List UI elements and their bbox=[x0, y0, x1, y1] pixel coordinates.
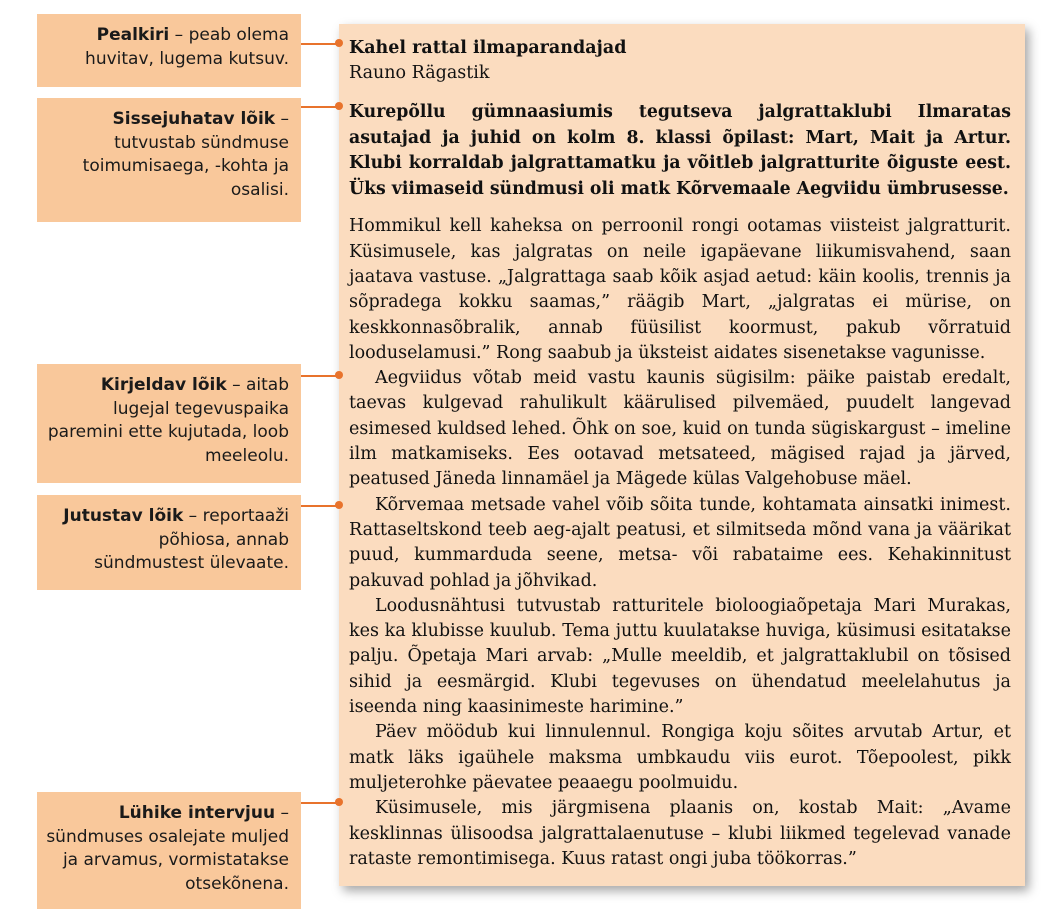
article-title: Kahel rattal ilmaparandajad bbox=[349, 38, 627, 58]
article-paragraph: Päev möödub kui linnulennul. Rongiga koju sõites arvutab Artur, et matk läks igaühele maksma umbkaudu viis eurot. Tõepoolest, pikk muljeterohke päevatee peaaegu poolmuidu. bbox=[349, 722, 1011, 793]
label-term: Lühike intervjuu bbox=[118, 803, 276, 823]
article-paragraph: Loodusnähtusi tutvustab ratturitele bioloogiaõpetaja Mari Murakas, kes ka klubisse kuulub. Tema juttu kuulatakse huviga, küsimusi esitatakse palju. Õpetaja Mari arvab: „Mulle meeldib, et jalgrattaklubil on tõsised sihid ja eesmärgid. Klubi tegevuses on ühendatud meelelahutus ja iseenda ning kaasinimeste harimine.” bbox=[349, 595, 1011, 718]
label-term: Kirjeldav lõik bbox=[100, 375, 227, 395]
label-desc: – reportaaži põhiosa, annab sündmustest ülevaate. bbox=[94, 506, 289, 573]
label-kirjeldav bbox=[37, 364, 301, 483]
label-desc: – peab olema huvitav, lugema kutsuv. bbox=[85, 25, 289, 69]
label-term: Pealkiri bbox=[96, 25, 170, 45]
article-panel bbox=[339, 24, 1025, 886]
connector-dot bbox=[335, 798, 343, 806]
label-term: Jutustav lõik bbox=[63, 506, 184, 526]
connector-line bbox=[301, 802, 339, 804]
connector-line bbox=[301, 505, 339, 507]
connector-line bbox=[301, 106, 339, 108]
label-sissejuhatav bbox=[37, 98, 301, 222]
label-jutustav bbox=[37, 495, 301, 590]
label-term: Sissejuhatav lõik bbox=[112, 109, 276, 129]
article-paragraph: Hommikul kell kaheksa on perroonil rongi ootamas viisteist jalgratturit. Küsimusele, kas jalgratas on neile igapäevane liikumisvahend, saan jaatava vastuse. „Jalgrattaga saab kõik asjad aetud: käin koolis, trennis ja sõpradega kokku saamas,” räägib Mart, „jalgratas ei mürise, on keskkonnasõbralik, annab füüsilist koormust, pakub võrratuid looduselamusi.” Rong saabub ja üksteist aidates sisenetakse vagunisse. bbox=[349, 216, 1011, 363]
label-desc: – aitab lugejal tegevuspaika paremini ette kujutada, loob meeleolu. bbox=[47, 375, 289, 466]
article-paragraph: Kõrvemaa metsade vahel võib sõita tunde, kohtamata ainsatki inimest. Rattaseltskond teeb aeg-ajalt peatusi, et silmitseda mõnd vana ja väärikat puud, kummarduda seene, metsa- või rabataime ees. Kehakinnitust pakuvad pohlad ja jõhvikad. bbox=[349, 494, 1011, 591]
label-desc: – tutvustab sündmuse toimumisaega, -kohta ja osalisi. bbox=[82, 109, 289, 200]
connector-dot bbox=[335, 102, 343, 110]
label-pealkiri bbox=[37, 14, 301, 87]
article-paragraph: Aegviidus võtab meid vastu kaunis sügisilm: päike paistab eredalt, taevas kulgevad rahulikult käärulised pilvemäed, puudelt langevad esimesed kuldsed lehed. Õhk on soe, kuid on tunda sügiskargust – imeline ilm matkamiseks. Ees ootavad metsateed, mägised rajad ja järved, peatused Jäneda linnamäel ja Mägede külas Valgehobuse mäel. bbox=[349, 368, 1011, 490]
label-desc: – sündmuses osalejate muljed ja arvamus, vormistatakse otsekõnena. bbox=[46, 803, 289, 894]
label-intervjuu bbox=[37, 792, 301, 909]
connector-dot bbox=[335, 501, 343, 509]
connector-line bbox=[301, 43, 339, 45]
article-paragraph: Küsimusele, mis järgmisena plaanis on, kostab Mait: „Avame kesklinnas ülisoodsa jalgrattalaenutuse – klubi liikmed tegelevad vanade rataste remontimisega. Kuus ratast ongi juba töökorras.” bbox=[349, 798, 1011, 869]
connector-line bbox=[301, 375, 339, 377]
connector-dot bbox=[335, 39, 343, 47]
article-author: Rauno Rägastik bbox=[349, 63, 490, 83]
article-lead: Kurepõllu gümnaasiumis tegutseva jalgrattaklubi Ilmaratas asutajad ja juhid on kolm 8. klassi õpilast: Mart, Mait ja Artur. Klubi korraldab jalgrattamatku ja võitleb jalgratturite õiguste eest. Üks viimaseid sündmusi oli matk Kõrvemaale Aegviidu ümbrusesse. bbox=[349, 102, 1011, 199]
connector-dot bbox=[335, 371, 343, 379]
